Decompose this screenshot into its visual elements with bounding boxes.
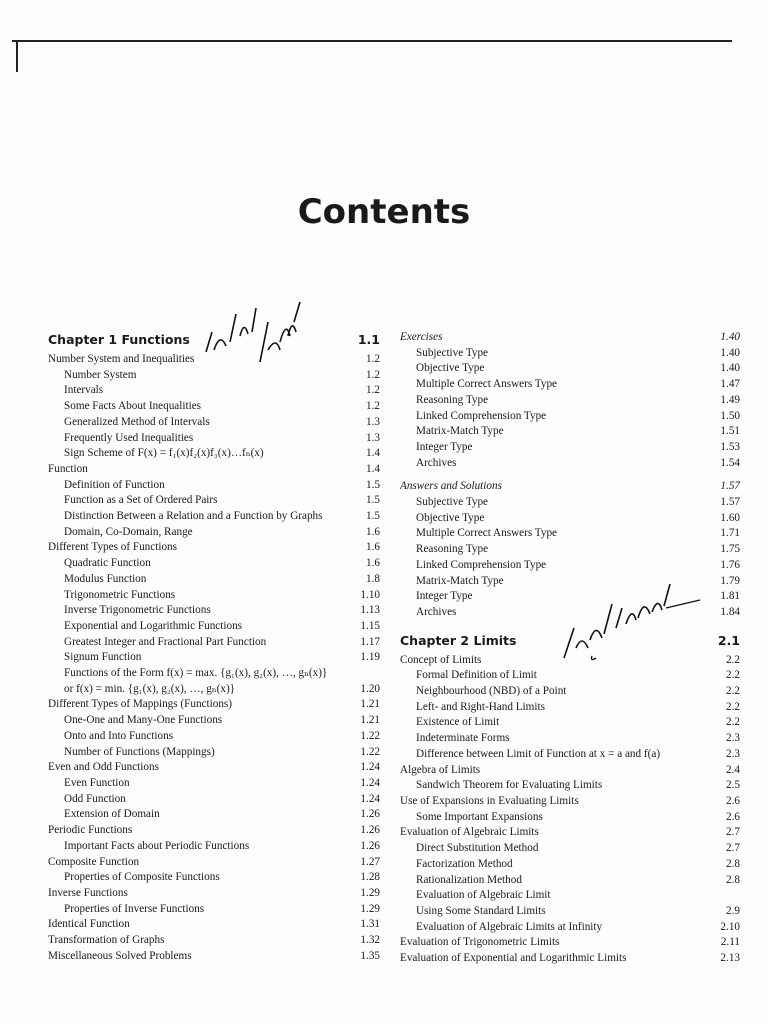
entry-page: 1.57: [720, 480, 740, 493]
toc-subentry: [48, 383, 380, 399]
entry-page: 1.24: [360, 761, 380, 774]
toc-subentry: [400, 393, 740, 409]
entry-title: Reasoning Type: [416, 393, 489, 406]
toc-entry: [400, 825, 740, 841]
entry-title: Indeterminate Forms: [416, 732, 510, 745]
toc-subentry: [400, 810, 740, 826]
entry-title: Archives: [416, 605, 457, 618]
entry-page: 2.4: [726, 763, 740, 776]
entry-page: 1.13: [360, 604, 380, 617]
entry-title: Chapter 2 Limits: [400, 632, 517, 648]
entry-title: Function as a Set of Ordered Pairs: [64, 494, 218, 507]
toc-subentry: [48, 807, 380, 823]
entry-page: 1.51: [720, 425, 740, 438]
entry-title: Signum Function: [64, 651, 142, 664]
entry-page: 1.26: [360, 839, 380, 852]
entry-title: Exercises: [400, 331, 443, 343]
entry-title: Existence of Limit: [416, 716, 500, 729]
toc-entry: [48, 933, 380, 949]
entry-page: 2.5: [726, 779, 740, 792]
entry-page: 1.5: [366, 494, 380, 507]
toc-subentry: [400, 715, 740, 731]
entry-title: Definition of Function: [64, 478, 165, 491]
entry-page: 1.5: [366, 510, 380, 523]
entry-title: Composite Function: [48, 855, 140, 868]
entry-title: Extension of Domain: [64, 808, 160, 821]
toc-subentry: [400, 700, 740, 716]
entry-page: 1.3: [366, 415, 380, 428]
entry-title: Exponential and Logarithmic Functions: [64, 619, 243, 632]
entry-title: Different Types of Functions: [48, 541, 177, 554]
entry-title: Difference between Limit of Function at x = a and f(a): [416, 747, 661, 760]
entry-page: 2.9: [726, 904, 740, 917]
entry-title: Use of Expansions in Evaluating Limits: [400, 794, 579, 807]
entry-page: 2.11: [720, 936, 740, 949]
entry-title: or f(x) = min. {g₁(x), g₂(x), …, gₙ(x)}: [64, 682, 236, 695]
entry-page: 1.31: [360, 918, 380, 931]
entry-page: 1.35: [360, 949, 380, 962]
entry-page: 1.49: [720, 393, 740, 406]
entry-page: 2.10: [720, 920, 740, 933]
toc-subentry: [48, 682, 380, 698]
entry-title: Even and Odd Functions: [48, 761, 159, 774]
chapter-heading: [48, 330, 380, 350]
entry-page: 1.4: [366, 462, 380, 475]
toc-subentry: [400, 574, 740, 590]
toc-entry: [48, 540, 380, 556]
entry-title: Different Types of Mappings (Functions): [48, 698, 232, 711]
entry-title: Objective Type: [416, 511, 485, 524]
entry-title: Chapter 1 Functions: [48, 332, 190, 347]
entry-title: Integer Type: [416, 440, 473, 453]
toc-entry: [48, 697, 380, 713]
entry-page: 1.6: [366, 541, 380, 554]
toc-subentry: [48, 588, 380, 604]
entry-title: Function: [48, 462, 88, 475]
entry-page: 2.1: [717, 632, 740, 648]
entry-title: Properties of Composite Functions: [64, 871, 220, 884]
entry-page: 1.26: [360, 824, 380, 837]
entry-page: 1.54: [720, 456, 740, 469]
entry-page: 1.21: [360, 714, 380, 727]
entry-page: 1.5: [366, 478, 380, 491]
toc-subentry: [400, 605, 740, 621]
toc-entry: [48, 855, 380, 871]
toc-subentry: [400, 526, 740, 542]
toc-entry: [48, 886, 380, 902]
entry-title: Identical Function: [48, 918, 130, 931]
entry-title: Matrix-Match Type: [416, 574, 504, 587]
entry-page: 2.3: [726, 732, 740, 745]
entry-title: Left- and Right-Hand Limits: [416, 700, 545, 713]
entry-page: 1.29: [360, 886, 380, 899]
toc-subentry: [400, 409, 740, 425]
toc-subentry: [400, 495, 740, 511]
entry-page: 1.71: [720, 527, 740, 540]
toc-right-column: [400, 330, 740, 967]
entry-title: Sandwich Theorem for Evaluating Limits: [416, 779, 603, 792]
entry-title: Number System and Inequalities: [48, 353, 195, 365]
entry-title: Subjective Type: [416, 346, 489, 359]
entry-page: 1.19: [360, 651, 380, 664]
entry-title: Multiple Correct Answers Type: [416, 527, 558, 540]
toc-entry: [400, 935, 740, 951]
toc-subentry: [400, 558, 740, 574]
toc-entry: [400, 653, 740, 669]
entry-title: Answers and Solutions: [400, 480, 502, 493]
entry-page: 1.84: [720, 605, 740, 618]
entry-page: 1.32: [360, 934, 380, 947]
entry-page: 2.8: [726, 857, 740, 870]
entry-page: 1.20: [360, 682, 380, 695]
page-title: Contents: [297, 192, 471, 232]
toc-entry: [48, 352, 380, 368]
toc-subentry: [48, 619, 380, 635]
toc-subentry: [48, 525, 380, 541]
top-rule: [12, 40, 732, 42]
toc-entry: [48, 823, 380, 839]
entry-title: Neighbourhood (NBD) of a Point: [416, 685, 567, 698]
entry-title: Distinction Between a Relation and a Function by Graphs: [64, 510, 323, 523]
entry-page: 1.1: [357, 332, 380, 347]
entry-title: Inverse Functions: [48, 886, 128, 899]
toc-subentry: [400, 904, 740, 920]
entry-title: Direct Substitution Method: [416, 842, 539, 855]
entry-title: Inverse Trigonometric Functions: [64, 604, 211, 617]
toc-subentry: [400, 377, 740, 393]
toc-entry: [48, 760, 380, 776]
entry-page: 2.2: [726, 716, 740, 729]
toc-entry: [48, 462, 380, 478]
entry-page: 1.22: [360, 745, 380, 758]
toc-subentry: [48, 509, 380, 525]
entry-title: Matrix-Match Type: [416, 425, 504, 438]
entry-title: Evaluation of Algebraic Limits at Infinity: [416, 920, 603, 933]
toc-entry: [48, 917, 380, 933]
entry-title: Integer Type: [416, 590, 473, 603]
entry-page: 1.60: [720, 511, 740, 524]
toc-subentry: [48, 902, 380, 918]
toc-left-column: [48, 330, 380, 964]
toc-subentry: [48, 650, 380, 666]
entry-title: Factorization Method: [416, 857, 513, 870]
toc-subentry: [48, 556, 380, 572]
entry-title: Frequently Used Inequalities: [64, 431, 194, 444]
entry-page: 2.6: [726, 810, 740, 823]
entry-title: Some Important Expansions: [416, 810, 543, 823]
entry-page: 2.7: [726, 826, 740, 839]
entry-page: 1.50: [720, 409, 740, 422]
entry-title: Quadratic Function: [64, 557, 151, 570]
entry-title: Algebra of Limits: [400, 763, 481, 776]
entry-page: 1.24: [360, 792, 380, 805]
entry-page: 1.28: [360, 871, 380, 884]
entry-page: 1.10: [360, 588, 380, 601]
entry-title: Important Facts about Periodic Functions: [64, 839, 250, 852]
entry-title: Evaluation of Exponential and Logarithmic Limits: [400, 952, 627, 965]
entry-title: Archives: [416, 456, 457, 469]
toc-subentry: [48, 839, 380, 855]
entry-page: 2.2: [726, 685, 740, 698]
entry-page: 1.6: [366, 525, 380, 538]
entry-page: 2.8: [726, 873, 740, 886]
entry-page: 1.40: [720, 362, 740, 375]
entry-page: 1.6: [366, 557, 380, 570]
entry-page: 1.22: [360, 729, 380, 742]
entry-title: Using Some Standard Limits: [416, 904, 546, 917]
entry-page: 2.3: [726, 747, 740, 760]
entry-page: 1.75: [720, 543, 740, 556]
toc-subentry: [400, 873, 740, 889]
entry-page: 2.2: [726, 669, 740, 682]
toc-entry: [400, 794, 740, 810]
toc-subentry: [400, 346, 740, 362]
toc-subentry: [400, 888, 740, 904]
entry-title: Sign Scheme of F(x) = f₁(x)f₂(x)f₃(x)…fₙ(x): [64, 447, 264, 460]
entry-title: Rationalization Method: [416, 873, 522, 886]
entry-page: 1.21: [360, 698, 380, 711]
toc-subentry: [400, 731, 740, 747]
section-heading: [400, 479, 740, 495]
entry-title: Periodic Functions: [48, 824, 133, 837]
entry-title: Functions of the Form f(x) = max. {g₁(x), g₂(x), …, gₙ(x)}: [64, 667, 328, 680]
entry-page: 1.15: [360, 619, 380, 632]
entry-title: Number of Functions (Mappings): [64, 745, 215, 758]
entry-title: Objective Type: [416, 362, 485, 375]
toc-subentry: [400, 857, 740, 873]
entry-title: Greatest Integer and Fractional Part Function: [64, 635, 267, 648]
toc-subentry: [400, 778, 740, 794]
toc-subentry: [48, 478, 380, 494]
toc-subentry: [48, 431, 380, 447]
toc-subentry: [48, 745, 380, 761]
entry-title: Formal Definition of Limit: [416, 669, 537, 682]
entry-title: Even Function: [64, 776, 130, 789]
toc-subentry: [48, 635, 380, 651]
entry-page: 2.2: [726, 653, 740, 666]
toc-subentry: [400, 511, 740, 527]
entry-page: 1.53: [720, 440, 740, 453]
entry-page: 1.8: [366, 572, 380, 585]
entry-page: 2.7: [726, 842, 740, 855]
toc-subentry: [48, 603, 380, 619]
toc-subentry: [400, 361, 740, 377]
toc-subentry: [400, 424, 740, 440]
entry-page: 1.40: [720, 331, 740, 343]
toc-subentry: [400, 542, 740, 558]
entry-title: Evaluation of Algebraic Limit: [416, 889, 551, 902]
entry-title: Properties of Inverse Functions: [64, 902, 205, 915]
entry-page: 1.79: [720, 574, 740, 587]
entry-title: Reasoning Type: [416, 543, 489, 556]
toc-subentry: [400, 589, 740, 605]
toc-subentry: [48, 729, 380, 745]
toc-subentry: [400, 747, 740, 763]
corner-rule: [16, 42, 18, 72]
entry-page: 1.81: [720, 590, 740, 603]
entry-title: Linked Comprehension Type: [416, 409, 547, 422]
entry-page: 1.17: [360, 635, 380, 648]
entry-page: 2.6: [726, 794, 740, 807]
toc-subentry: [400, 841, 740, 857]
toc-subentry: [48, 713, 380, 729]
entry-title: Linked Comprehension Type: [416, 558, 547, 571]
toc-subentry: [48, 792, 380, 808]
toc-subentry: [48, 368, 380, 384]
toc-entry: [48, 949, 380, 965]
entry-title: Number System: [64, 368, 137, 381]
entry-page: 1.2: [366, 353, 380, 365]
toc-entry: [400, 763, 740, 779]
entry-page: 1.2: [366, 368, 380, 381]
entry-page: 1.57: [720, 496, 740, 509]
entry-title: Subjective Type: [416, 496, 489, 509]
entry-title: Onto and Into Functions: [64, 729, 174, 742]
entry-page: 1.29: [360, 902, 380, 915]
entry-title: Multiple Correct Answers Type: [416, 378, 558, 391]
entry-title: Modulus Function: [64, 572, 147, 585]
entry-page: 2.13: [720, 952, 740, 965]
entry-page: 1.40: [720, 346, 740, 359]
entry-title: Trigonometric Functions: [64, 588, 176, 601]
toc-subentry: [48, 666, 380, 682]
toc-subentry: [400, 456, 740, 472]
entry-page: 1.2: [366, 400, 380, 413]
entry-page: 1.2: [366, 384, 380, 397]
toc-subentry: [400, 920, 740, 936]
entry-title: Transformation of Graphs: [48, 934, 165, 947]
toc-subentry: [48, 493, 380, 509]
toc-subentry: [400, 684, 740, 700]
toc-entry: [400, 951, 740, 967]
entry-page: 1.26: [360, 808, 380, 821]
section-heading: [400, 330, 740, 346]
toc-subentry: [48, 446, 380, 462]
entry-page: 1.3: [366, 431, 380, 444]
entry-title: Some Facts About Inequalities: [64, 400, 202, 413]
entry-page: 1.47: [720, 378, 740, 391]
toc-subentry: [400, 440, 740, 456]
entry-page: 1.27: [360, 855, 380, 868]
toc-subentry: [48, 776, 380, 792]
toc-subentry: [48, 415, 380, 431]
entry-page: 1.4: [366, 447, 380, 460]
entry-title: One-One and Many-One Functions: [64, 714, 223, 727]
toc-subentry: [48, 572, 380, 588]
toc-subentry: [48, 399, 380, 415]
entry-title: Odd Function: [64, 792, 126, 805]
entry-page: 2.2: [726, 700, 740, 713]
entry-page: 1.76: [720, 558, 740, 571]
entry-title: Evaluation of Trigonometric Limits: [400, 936, 560, 949]
toc-subentry: [48, 870, 380, 886]
entry-title: Miscellaneous Solved Problems: [48, 949, 192, 962]
entry-title: Evaluation of Algebraic Limits: [400, 826, 539, 839]
entry-page: 1.24: [360, 776, 380, 789]
entry-title: Intervals: [64, 384, 104, 397]
entry-title: Concept of Limits: [400, 653, 482, 666]
entry-title: Generalized Method of Intervals: [64, 415, 210, 428]
toc-subentry: [400, 668, 740, 684]
chapter-heading: [400, 631, 740, 651]
entry-title: Domain, Co-Domain, Range: [64, 525, 193, 538]
